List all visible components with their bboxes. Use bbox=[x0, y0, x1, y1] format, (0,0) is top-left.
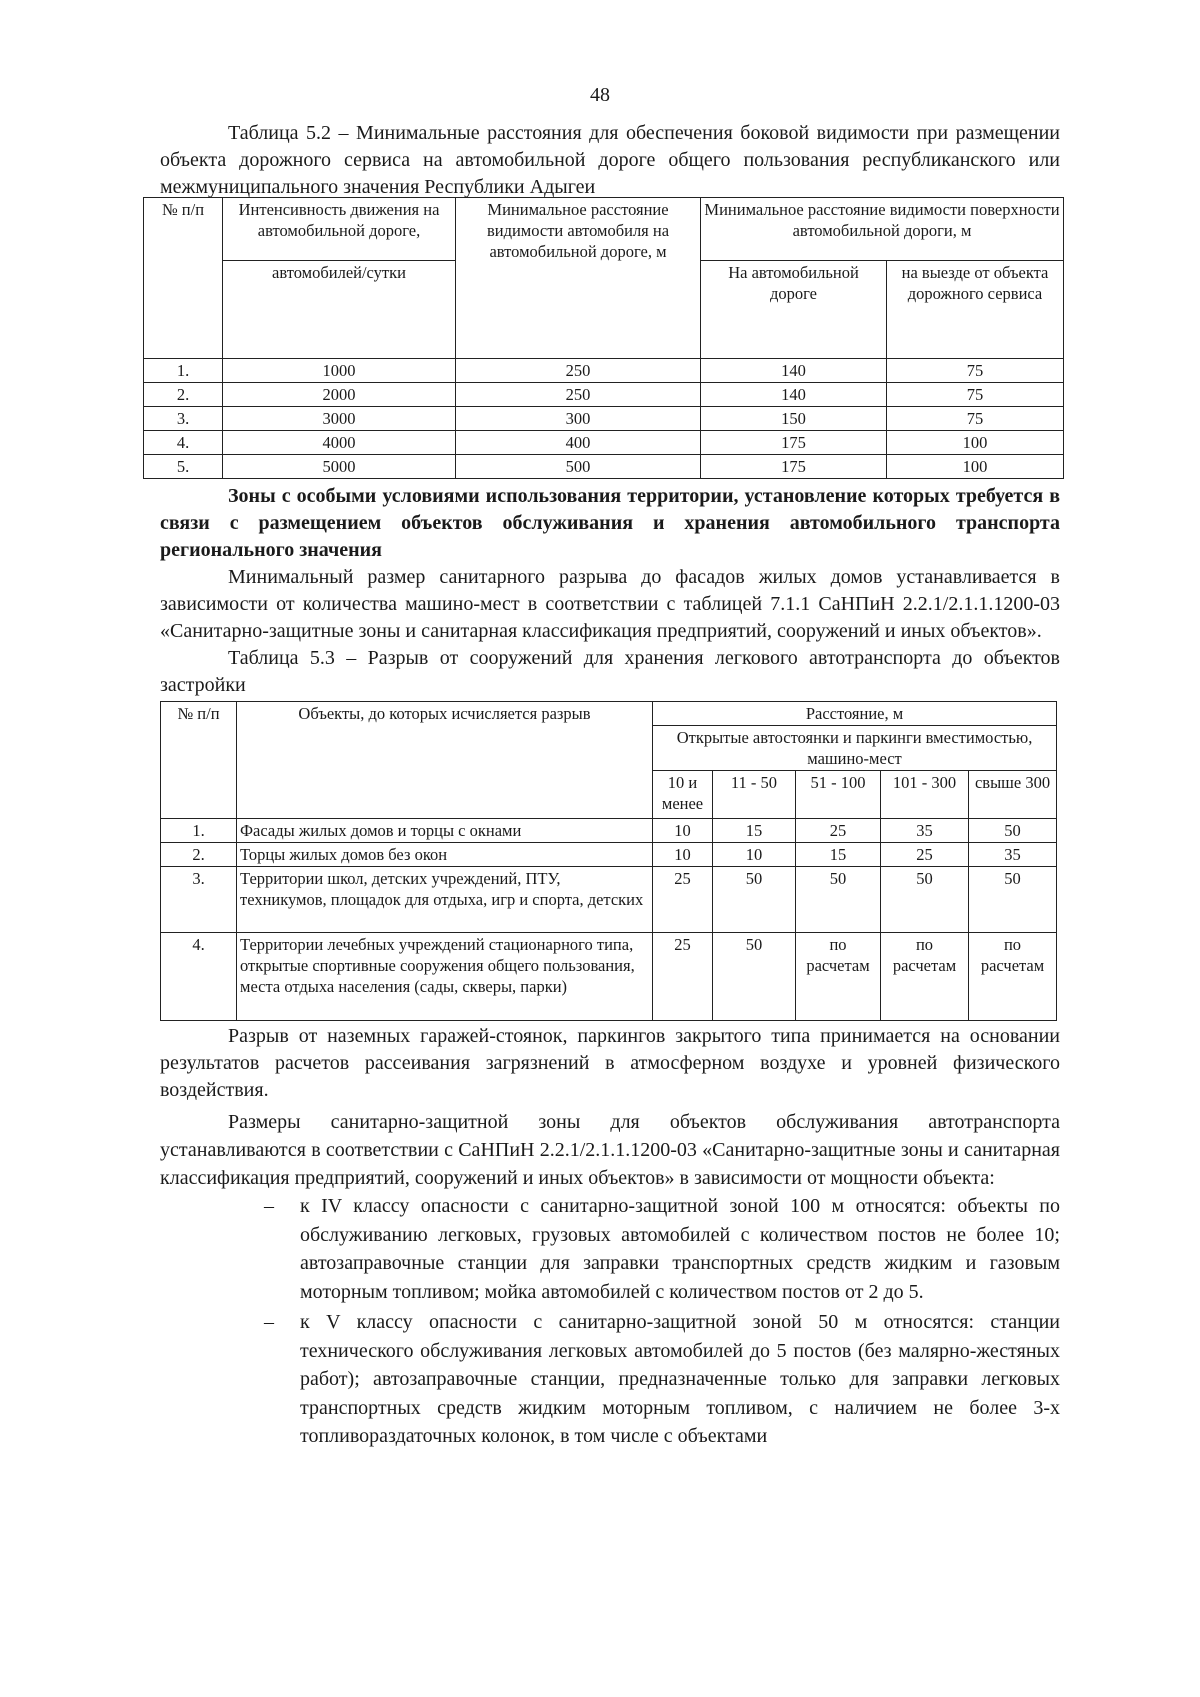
cell: 50 bbox=[969, 867, 1057, 933]
page-number: 48 bbox=[590, 84, 610, 106]
header-open-parking: Открытые автостоянки и паркинги вместимостью, машино-мест bbox=[653, 726, 1057, 771]
cell: 25 bbox=[796, 819, 881, 843]
cell: 1000 bbox=[223, 359, 456, 383]
header-capacity: 51 - 100 bbox=[796, 771, 881, 819]
cell: 4000 bbox=[223, 431, 456, 455]
cell: 50 bbox=[796, 867, 881, 933]
cell: 250 bbox=[456, 359, 701, 383]
table-row bbox=[161, 933, 1057, 1021]
cell: 400 bbox=[456, 431, 701, 455]
cell: 1. bbox=[161, 819, 237, 843]
table-row bbox=[144, 383, 1064, 407]
table-row bbox=[144, 407, 1064, 431]
cell: 4. bbox=[144, 431, 223, 455]
cell: 175 bbox=[701, 431, 887, 455]
cell: Территории лечебных учреждений стационарного типа, открытые спортивные сооружения общего пользования, места отдыха населения (сады, скверы, парки) bbox=[237, 933, 653, 1021]
cell: 1. bbox=[144, 359, 223, 383]
cell: 3000 bbox=[223, 407, 456, 431]
table-row bbox=[144, 455, 1064, 479]
header-capacity: свыше 300 bbox=[969, 771, 1057, 819]
list-item-class-iv bbox=[264, 1192, 1060, 1306]
header-intensity: Интенсивность движения на автомобильной дороге, bbox=[223, 198, 456, 261]
cell: 4. bbox=[161, 933, 237, 1021]
cell: 15 bbox=[796, 843, 881, 867]
header-capacity: 11 - 50 bbox=[713, 771, 796, 819]
cell: 15 bbox=[713, 819, 796, 843]
cell: 10 bbox=[653, 843, 713, 867]
cell: 10 bbox=[653, 819, 713, 843]
cell: 25 bbox=[653, 867, 713, 933]
list-item-text: к V классу опасности с санитарно-защитной зоной 50 м относятся: станции технического обслуживания легковых автомобилей до 5 постов (без малярно-жестяных работ); автозаправочные станции, предназначенные только для заправки легковых транспортных средств жидким моторным топливом, с наличием не более 3-х топливораздаточных колонок, в том числе с объектами bbox=[300, 1311, 1060, 1447]
list-item-class-v bbox=[264, 1308, 1060, 1451]
header-num: № п/п bbox=[144, 198, 223, 359]
table-row bbox=[161, 867, 1057, 933]
cell: 300 bbox=[456, 407, 701, 431]
cell: 175 bbox=[701, 455, 887, 479]
header-objects: Объекты, до которых исчисляется разрыв bbox=[237, 702, 653, 819]
table-5-3 bbox=[160, 701, 1057, 1021]
cell: 100 bbox=[887, 455, 1064, 479]
cell: 25 bbox=[881, 843, 969, 867]
list-dash: – bbox=[264, 1311, 274, 1333]
cell: 140 bbox=[701, 383, 887, 407]
cell: 5000 bbox=[223, 455, 456, 479]
cell: 150 bbox=[701, 407, 887, 431]
header-min-surface: Минимальное расстояние видимости поверхности автомобильной дороги, м bbox=[701, 198, 1064, 261]
header-intensity-unit: автомобилей/сутки bbox=[223, 261, 456, 359]
cell: 2000 bbox=[223, 383, 456, 407]
cell: 100 bbox=[887, 431, 1064, 455]
paragraph-sanitary-zone: Размеры санитарно-защитной зоны для объектов обслуживания автотранспорта устанавливаются в соответствии с СаНПиН 2.2.1/2.1.1.1200-03 «Санитарно-защитные зоны и санитарная классификация предприятий, сооружений и иных объектов» в зависимости от мощности объекта: bbox=[160, 1111, 1060, 1189]
table-row bbox=[161, 819, 1057, 843]
cell: по расчетам bbox=[796, 933, 881, 1021]
table-5-2 bbox=[143, 197, 1064, 479]
cell: 35 bbox=[881, 819, 969, 843]
table-row bbox=[161, 843, 1057, 867]
cell: Фасады жилых домов и торцы с окнами bbox=[237, 819, 653, 843]
cell: 250 bbox=[456, 383, 701, 407]
cell: 3. bbox=[144, 407, 223, 431]
header-num: № п/п bbox=[161, 702, 237, 819]
cell: 75 bbox=[887, 407, 1064, 431]
cell: 2. bbox=[144, 383, 223, 407]
cell: 140 bbox=[701, 359, 887, 383]
cell: по расчетам bbox=[881, 933, 969, 1021]
section-heading: Зоны с особыми условиями использования территории, установление которых требуется в связи с размещением объектов обслуживания и хранения автомобильного транспорта регионального значения bbox=[160, 485, 1060, 561]
cell: Территории школ, детских учреждений, ПТУ, техникумов, площадок для отдыха, игр и спорта, детских bbox=[237, 867, 653, 933]
cell: 10 bbox=[713, 843, 796, 867]
list-item-text: к IV классу опасности с санитарно-защитной зоной 100 м относятся: объекты по обслуживанию легковых, грузовых автомобилей с количеством постов не более 10; автозаправочные станции для заправки транспортных средств жидким и газовым моторным топливом; мойка автомобилей с количеством постов от 2 до 5. bbox=[300, 1195, 1060, 1303]
list-dash: – bbox=[264, 1195, 274, 1217]
cell: 75 bbox=[887, 359, 1064, 383]
cell: 75 bbox=[887, 383, 1064, 407]
cell: по расчетам bbox=[969, 933, 1057, 1021]
paragraph-sanitary-gap: Минимальный размер санитарного разрыва до фасадов жилых домов устанавливается в зависимости от количества машино-мест в соответствии с таблицей 7.1.1 СаНПиН 2.2.1/2.1.1.1200-03 «Санитарно-защитные зоны и санитарная классификация предприятий, сооружений и иных объектов». bbox=[160, 566, 1060, 642]
cell: 50 bbox=[969, 819, 1057, 843]
cell: 50 bbox=[881, 867, 969, 933]
table-5-3-caption: Таблица 5.3 – Разрыв от сооружений для хранения легкового автотранспорта до объектов застройки bbox=[160, 647, 1060, 696]
table-row bbox=[144, 359, 1064, 383]
header-on-exit: на выезде от объекта дорожного сервиса bbox=[887, 261, 1064, 359]
cell: Торцы жилых домов без окон bbox=[237, 843, 653, 867]
cell: 5. bbox=[144, 455, 223, 479]
header-on-road: На автомобильной дороге bbox=[701, 261, 887, 359]
cell: 2. bbox=[161, 843, 237, 867]
cell: 500 bbox=[456, 455, 701, 479]
cell: 50 bbox=[713, 933, 796, 1021]
table-row bbox=[144, 431, 1064, 455]
cell: 25 bbox=[653, 933, 713, 1021]
table-5-2-caption: Таблица 5.2 – Минимальные расстояния для обеспечения боковой видимости при размещении объекта дорожного сервиса на автомобильной дороге общего пользования республиканского или межмуниципального значения Республики Адыгеи bbox=[160, 122, 1060, 198]
header-capacity: 10 и менее bbox=[653, 771, 713, 819]
header-min-vehicle: Минимальное расстояние видимости автомобиля на автомобильной дороге, м bbox=[456, 198, 701, 359]
paragraph-closed-parking: Разрыв от наземных гаражей-стоянок, паркингов закрытого типа принимается на основании результатов расчетов рассеивания загрязнений в атмосферном воздухе и уровней физического воздействия. bbox=[160, 1025, 1060, 1101]
cell: 50 bbox=[713, 867, 796, 933]
header-distance: Расстояние, м bbox=[653, 702, 1057, 726]
cell: 35 bbox=[969, 843, 1057, 867]
cell: 3. bbox=[161, 867, 237, 933]
header-capacity: 101 - 300 bbox=[881, 771, 969, 819]
